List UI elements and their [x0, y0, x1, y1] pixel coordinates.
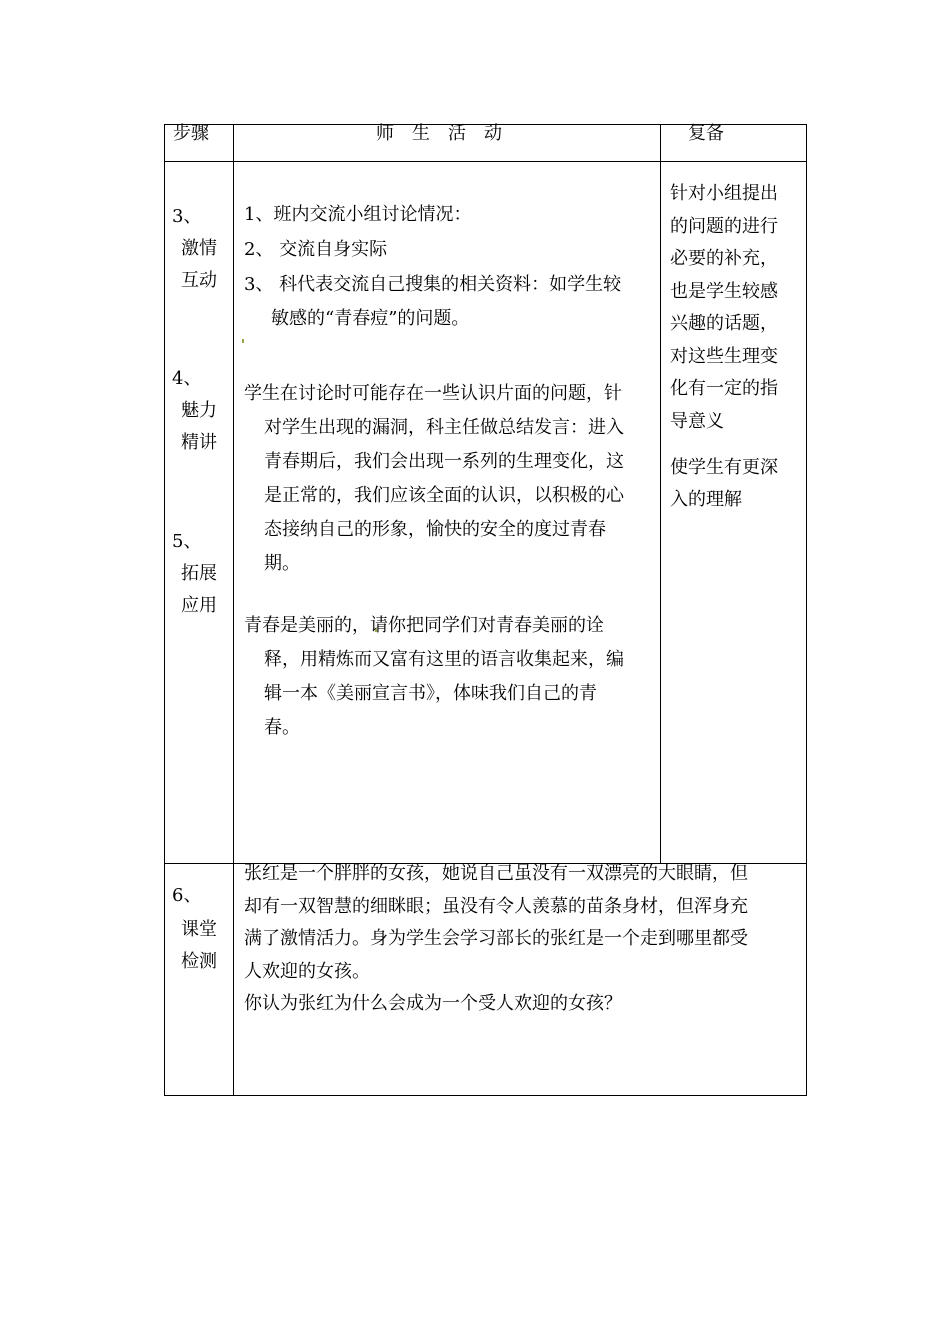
activity-item: 2、 交流自身实际: [244, 239, 388, 260]
step-number: 3、: [172, 206, 202, 227]
step-title-line: 互动: [181, 270, 217, 291]
paragraph-line: 期。: [264, 553, 300, 574]
decorative-dot: [242, 339, 244, 343]
table-border-right: [806, 124, 807, 1096]
paragraph-line: 释，用精炼而又富有这里的语言收集起来，编: [264, 649, 624, 670]
prep-line: 入的理解: [670, 489, 742, 510]
column-divider-prep: [660, 124, 661, 864]
prep-line: 必要的补充，: [670, 248, 778, 269]
prep-line: 也是学生较感: [670, 280, 778, 302]
header-divider: [164, 161, 807, 162]
test-line: 张红是一个胖胖的女孩，她说自己虽没有一双漂亮的大眼睛，但: [244, 863, 748, 884]
activity-item: 1、班内交流小组讨论情况：: [244, 204, 472, 225]
table-border-left: [164, 124, 165, 1096]
step-title-line: 拓展: [181, 563, 217, 584]
paragraph-line: 对学生出现的漏洞，科主任做总结发言：进入: [264, 417, 624, 438]
prep-line: 导意义: [670, 410, 724, 432]
prep-line: 针对小组提出: [670, 183, 778, 204]
activity-paragraph-summary: [244, 377, 624, 581]
paragraph-line: 青春是美丽的，请你把同学们对青春美丽的诠: [244, 615, 604, 636]
paragraph-line: 态接纳自己的形象，愉快的安全的度过青春: [264, 519, 606, 540]
test-line: 满了激情活力。身为学生会学习部长的张红是一个走到哪里都受: [244, 928, 748, 949]
step-title-line: 应用: [181, 595, 217, 616]
step-title-line: 检测: [181, 951, 217, 972]
prep-line: 化有一定的指: [670, 378, 778, 399]
paragraph-line: 春。: [264, 717, 300, 738]
header-prep: 复备: [688, 123, 724, 144]
paragraph-line: 学生在讨论时可能存在一些认识片面的问题，针: [244, 383, 622, 404]
step-title-line: 精讲: [181, 432, 217, 453]
activity-item: 3、 科代表交流自己搜集的相关资料：如学生较: [244, 274, 622, 295]
prep-line: 的问题的进行: [670, 215, 778, 237]
table-border-bottom: [164, 1095, 807, 1096]
step-number: 6、: [172, 885, 202, 906]
step-title-line: 课堂: [181, 919, 217, 940]
header-step: 步骤: [173, 123, 209, 144]
paragraph-line: 青春期后，我们会出现一系列的生理变化，这: [264, 451, 624, 472]
step-number: 4、: [172, 368, 202, 389]
paragraph-line: 是正常的，我们应该全面的认识，以积极的心: [264, 485, 624, 506]
prep-line: 对这些生理变: [670, 345, 778, 367]
test-line: 你认为张红为什么会成为一个受人欢迎的女孩？: [244, 993, 622, 1014]
prep-line: 使学生有更深: [670, 457, 778, 478]
activity-paragraph-extension: [244, 609, 624, 745]
header-activity: 师 生 活 动: [376, 123, 502, 144]
step-title-line: 魅力: [181, 400, 217, 421]
step-title-line: 激情: [181, 238, 217, 259]
prep-notes: [670, 178, 778, 438]
prep-notes-2: [670, 452, 778, 516]
activity-item-continuation: 敏感的“青春痘”的问题。: [271, 308, 470, 329]
test-question: [244, 858, 748, 1021]
test-line: 却有一双智慧的细眯眼；虽没有令人羡慕的苗条身材，但浑身充: [244, 895, 748, 917]
prep-line: 兴趣的话题，: [670, 313, 778, 334]
column-divider-step: [233, 124, 234, 1096]
step-number: 5、: [172, 531, 202, 552]
paragraph-line: 辑一本《美丽宣言书》，体味我们自己的青: [264, 683, 597, 704]
test-line: 人欢迎的女孩。: [244, 960, 370, 982]
